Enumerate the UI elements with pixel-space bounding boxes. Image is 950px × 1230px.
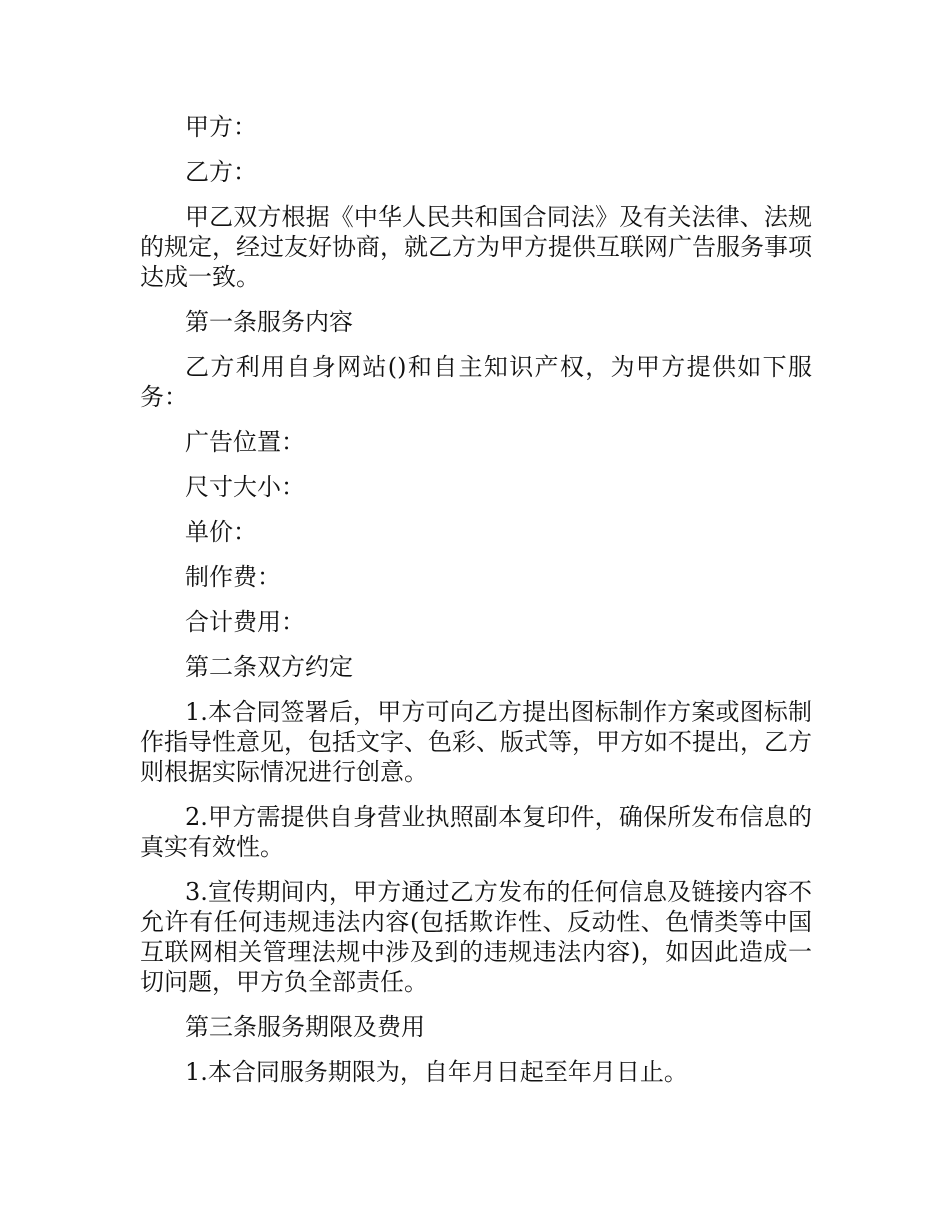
article-1-heading: 第一条服务内容 (185, 308, 353, 336)
ad-size-line: 尺寸大小： (185, 473, 305, 501)
article-3-clause-1: 1.本合同服务期限为，自年月日起至年月日止。 (185, 1058, 688, 1086)
article-3-heading: 第三条服务期限及费用 (185, 1013, 425, 1041)
party-a-line: 甲方： (185, 113, 257, 141)
total-fee-line: 合计费用： (185, 608, 305, 636)
article-2-heading: 第二条双方约定 (185, 653, 353, 681)
article-1-intro: 乙方利用自身网站()和自主知识产权，为甲方提供如下服务： (140, 353, 812, 411)
production-fee-line: 制作费： (185, 563, 281, 591)
ad-position-line: 广告位置： (185, 428, 305, 456)
preamble-paragraph: 甲乙双方根据《中华人民共和国合同法》及有关法律、法规的规定，经过友好协商，就乙方为甲方提供互联网广告服务事项达成一致。 (140, 203, 812, 291)
document-body (140, 112, 812, 1102)
article-2-clause-1: 1.本合同签署后，甲方可向乙方提出图标制作方案或图标制作指导性意见，包括文字、色彩、版式等，甲方如不提出，乙方则根据实际情况进行创意。 (140, 698, 812, 786)
article-2-clause-3: 3.宣传期间内，甲方通过乙方发布的任何信息及链接内容不允许有任何违规违法内容(包括欺诈性、反动性、色情类等中国互联网相关管理法规中涉及到的违规违法内容)，如因此造成一切问题，甲方负全部责任。 (140, 878, 812, 996)
party-b-line: 乙方： (185, 158, 257, 186)
unit-price-line: 单价： (185, 518, 257, 546)
article-2-clause-2: 2.甲方需提供自身营业执照副本复印件，确保所发布信息的真实有效性。 (140, 803, 812, 861)
